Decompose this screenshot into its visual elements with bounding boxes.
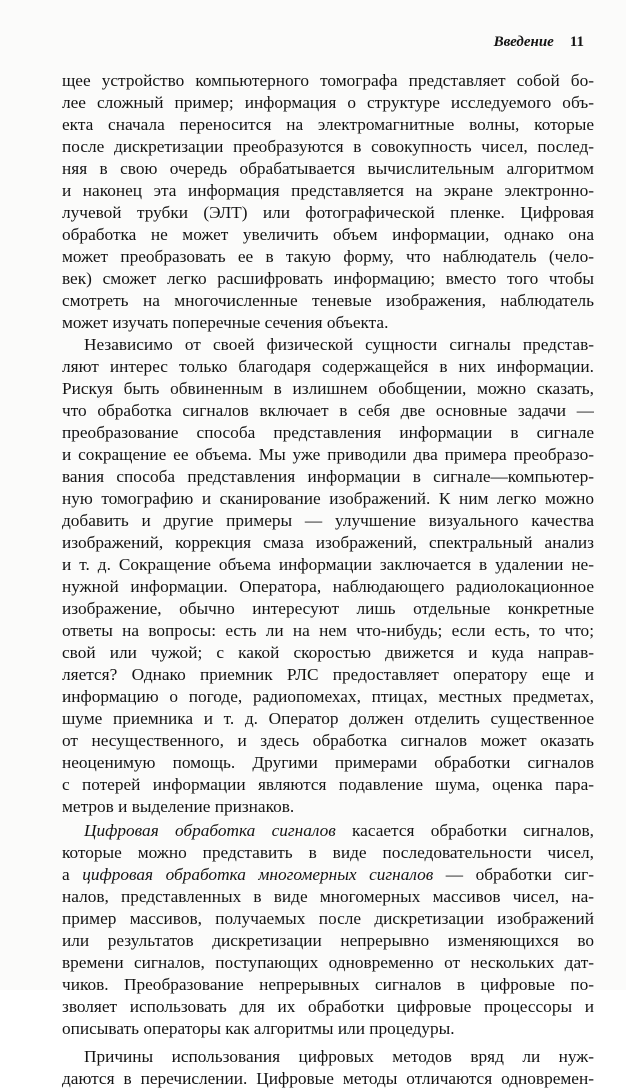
paragraph-3 xyxy=(62,820,594,1040)
text-line: изображений, коррекция смаза изображений, спектральный анализ xyxy=(62,533,594,552)
text-line xyxy=(62,820,594,842)
text-line: смотреть на многочисленные теневые изображения, наблюдатель xyxy=(62,291,594,310)
running-header xyxy=(494,34,584,51)
text-line: даются в перечислении. Цифровые методы отличаются одновремен- xyxy=(62,1069,594,1088)
body-text xyxy=(62,70,594,1090)
text-line: времени сигналов, поступающих одновременно от нескольких дат- xyxy=(62,953,594,972)
text-line: или результатов дискретизации непрерывно изменяющихся во xyxy=(62,931,594,950)
text-line: описывать операторы как алгоритмы или процедуры. xyxy=(62,1019,455,1038)
text-line: пример массивов, получаемых после дискретизации изображений xyxy=(62,909,594,928)
text-line: с потерей информации являются подавление шума, оценка пара- xyxy=(62,775,594,794)
paragraph-2 xyxy=(62,334,594,818)
text-line: изображение, обычно интересуют лишь отдельные конкретные xyxy=(62,599,594,618)
text-line: век) сможет легко расшифровать информацию; вместо того чтобы xyxy=(62,269,594,288)
text-line: щее устройство компьютерного томографа представляет собой бо- xyxy=(62,71,594,90)
text-line: может изучать поперечные сечения объекта. xyxy=(62,313,389,332)
text-line: вания способа представления информации в сигнале—компьютер- xyxy=(62,467,594,486)
text-line: что обработка сигналов включает в себя две основные задачи — xyxy=(62,401,594,420)
text-line: ляют интерес только благодаря содержащейся в них информации. xyxy=(62,357,594,376)
text-line: добавить и другие примеры — улучшение визуального качества xyxy=(62,511,594,530)
text-run: — обработки сиг- xyxy=(433,865,594,884)
text-line: обработка не может увеличить объем информации, однако она xyxy=(62,225,594,244)
text-line: нужной информации. Оператора, наблюдающего радиолокационное xyxy=(62,577,594,596)
text-line: лее сложный пример; информация о структуре исследуемого объ- xyxy=(62,93,594,112)
text-line: и наконец эта информация представляется на экране электронно- xyxy=(62,181,594,200)
text-line: от несущественного, и здесь обработка сигналов может оказать xyxy=(62,731,594,750)
section-title: Введение xyxy=(493,34,554,50)
text-line: лучевой трубки (ЭЛТ) или фотографической пленке. Цифровая xyxy=(62,203,594,222)
paragraph-4 xyxy=(62,1046,594,1090)
text-run: а xyxy=(62,865,83,884)
text-line: шуме приемника и т. д. Оператор должен отделить существенное xyxy=(62,709,594,728)
text-line: ляется? Однако приемник РЛС предоставляет оператору еще и xyxy=(62,665,594,684)
text-line: преобразование способа представления информации в сигнале xyxy=(62,423,594,442)
paragraph-1 xyxy=(62,70,594,334)
text-line: метров и выделение признаков. xyxy=(62,797,295,816)
text-line: екта сначала переносится на электромагнитные волны, которые xyxy=(62,115,594,134)
text-run: касается обработки сигналов, xyxy=(335,821,594,840)
text-line: Рискуя быть обвиненным в излишнем обобщении, можно сказать, xyxy=(62,379,594,398)
text-line: после дискретизации преобразуются в совокупность чисел, послед- xyxy=(62,137,594,156)
page-number: 11 xyxy=(569,34,584,50)
text-line: няя в свою очередь обрабатывается вычислительным алгоритмом xyxy=(62,159,594,178)
text-line: зволяет использовать для их обработки цифровые процессоры и xyxy=(62,997,594,1016)
text-line: информацию о погоде, радиопомехах, птицах, местных предметах, xyxy=(62,687,594,706)
text-line xyxy=(62,864,594,886)
text-line: и т. д. Сокращение объема информации заключается в удалении не- xyxy=(62,555,594,574)
text-line: налов, представленных в виде многомерных массивов чисел, на- xyxy=(62,887,594,906)
text-line: ную томографию и сканирование изображений. К ним легко можно xyxy=(62,489,594,508)
text-line: может преобразовать ее в такую форму, что наблюдатель (чело- xyxy=(62,247,594,266)
italic-term: цифровая обработка многомерных сигналов xyxy=(82,865,434,884)
text-line: чиков. Преобразование непрерывных сигналов в цифровые по- xyxy=(62,975,594,994)
text-line: Независимо от своей физической сущности сигналы представ- xyxy=(84,335,594,354)
text-line: Причины использования цифровых методов вряд ли нуж- xyxy=(84,1047,594,1066)
text-line: свой или чужой; с какой скоростью движется и куда направ- xyxy=(62,643,594,662)
italic-term: Цифровая обработка сигналов xyxy=(84,821,336,840)
text-line: ответы на вопросы: есть ли на нем что-нибудь; если есть, то что; xyxy=(62,621,594,640)
text-line: неоценимую помощь. Другими примерами обработки сигналов xyxy=(62,753,594,772)
text-line: и сокращение ее объема. Мы уже приводили два примера преобразо- xyxy=(62,445,594,464)
text-line: которые можно представить в виде последовательности чисел, xyxy=(62,843,594,862)
